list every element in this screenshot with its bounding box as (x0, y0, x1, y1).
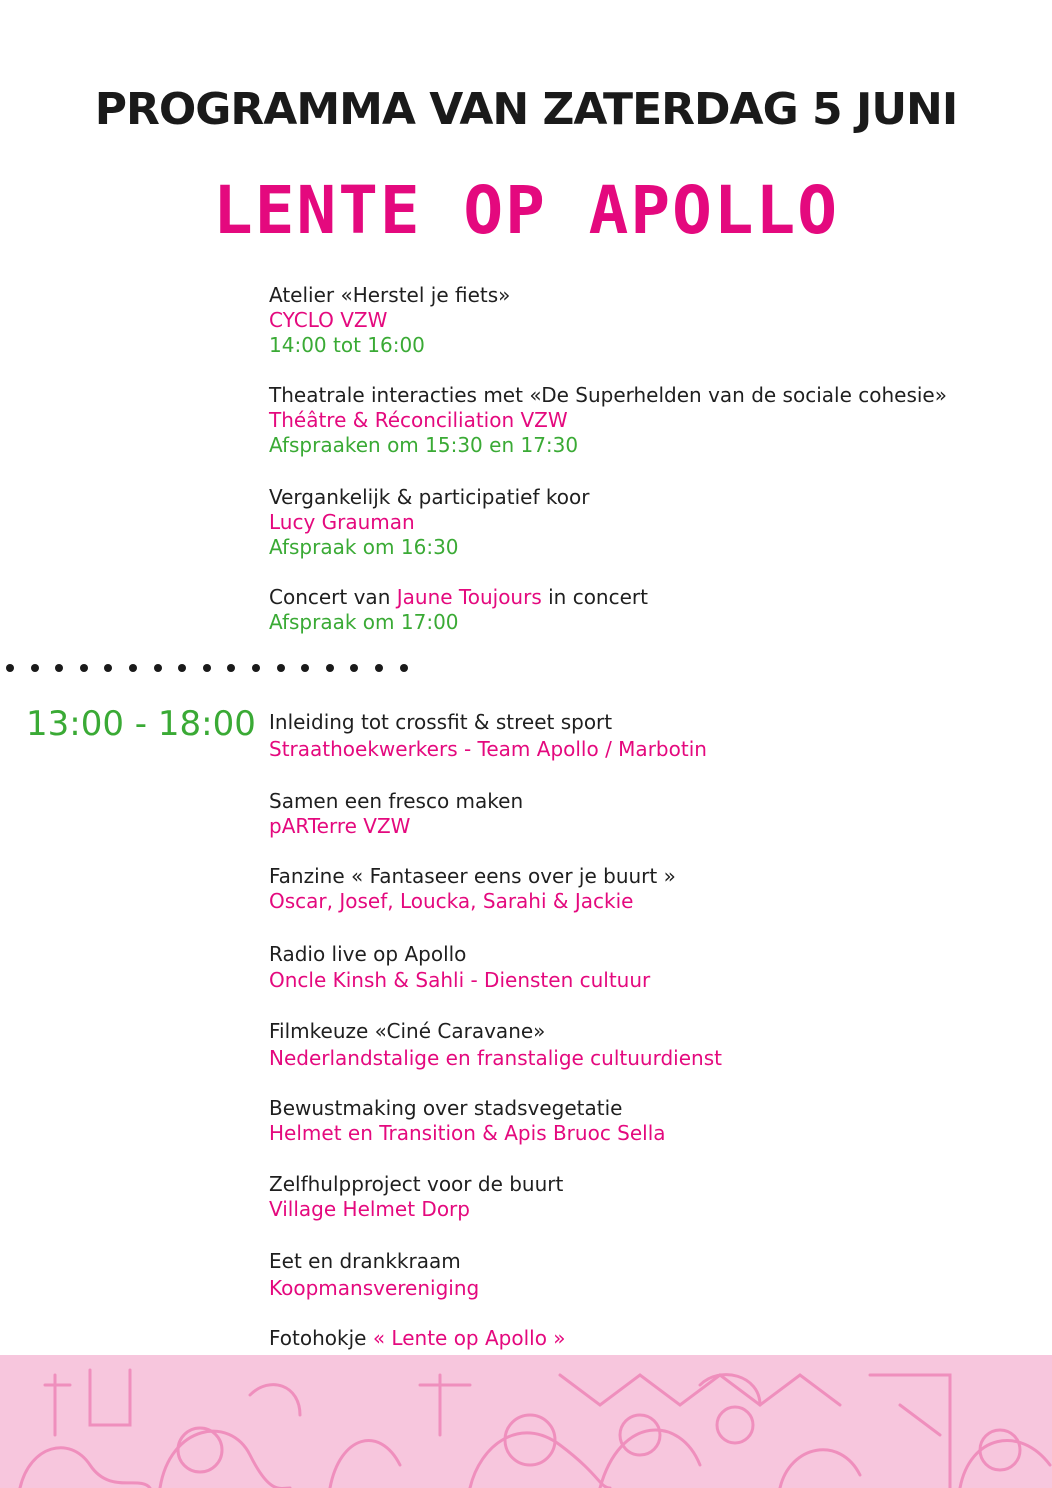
event-performer: Jaune Toujours (396, 585, 542, 609)
crowd-illustration (0, 1355, 1052, 1488)
event-title: Filmkeuze «Ciné Caravane» (269, 1019, 546, 1043)
event-highlight: « Lente op Apollo » (372, 1326, 566, 1350)
event-organizer: CYCLO VZW (269, 308, 388, 332)
event-title (269, 585, 648, 610)
event-title: Fanzine « Fantaseer eens over je buurt » (269, 864, 676, 888)
event-time: Afspraak om 16:30 (269, 535, 459, 559)
event-time: 14:00 tot 16:00 (269, 333, 425, 357)
event-organizer: Oscar, Josef, Loucka, Sarahi & Jackie (269, 889, 634, 913)
event-organizer: Lucy Grauman (269, 510, 415, 534)
event-item (269, 485, 589, 560)
event-title: Radio live op Apollo (269, 942, 467, 966)
event-item (269, 942, 650, 993)
event-organizer: Théâtre & Réconciliation VZW (269, 408, 568, 432)
event-item (269, 1326, 566, 1351)
event-title: Eet en drankkraam (269, 1249, 461, 1273)
event-organizer: Nederlandstalige en franstalige cultuurdienst (269, 1046, 722, 1070)
page-title: PROGRAMMA VAN ZATERDAG 5 JUNI (94, 84, 958, 135)
event-title-prefix: Fotohokje (269, 1326, 373, 1350)
event-item (269, 1019, 722, 1071)
event-item (269, 864, 676, 914)
event-title: Bewustmaking over stadsvegetatie (269, 1096, 623, 1120)
event-item (269, 383, 947, 458)
event-organizer: Straathoekwerkers - Team Apollo / Marbotin (269, 737, 707, 761)
dotted-divider (6, 664, 424, 672)
event-time: Afspraaken om 15:30 en 17:30 (269, 433, 579, 457)
event-organizer: pARTerre VZW (269, 814, 411, 838)
event-item (269, 789, 523, 839)
event-title-prefix: Concert van (269, 585, 397, 609)
event-item (269, 1172, 563, 1222)
event-item (269, 585, 648, 635)
event-item (269, 283, 510, 358)
event-title: Inleiding tot crossfit & street sport (269, 710, 613, 734)
event-title-suffix: in concert (541, 585, 648, 609)
event-title (269, 1326, 566, 1351)
decorative-illustration (0, 1355, 1052, 1488)
event-organizer: Oncle Kinsh & Sahli - Diensten cultuur (269, 968, 651, 992)
event-name: LENTE OP APOLLO (212, 172, 840, 249)
event-time: Afspraak om 17:00 (269, 610, 459, 634)
event-title: Theatrale interacties met «De Superhelden van de sociale cohesie» (269, 383, 947, 407)
event-title: Vergankelijk & participatief koor (269, 485, 590, 509)
event-item (269, 710, 707, 762)
event-title: Samen een fresco maken (269, 789, 524, 813)
event-organizer: Koopmansvereniging (269, 1276, 480, 1300)
event-item (269, 1249, 479, 1301)
timeslot-label: 13:00 - 18:00 (26, 704, 256, 744)
event-item (269, 1096, 666, 1146)
event-title: Zelfhulpproject voor de buurt (269, 1172, 564, 1196)
event-organizer: Helmet en Transition & Apis Bruoc Sella (269, 1121, 666, 1145)
event-organizer: Village Helmet Dorp (269, 1197, 470, 1221)
event-title: Atelier «Herstel je fiets» (269, 283, 511, 307)
